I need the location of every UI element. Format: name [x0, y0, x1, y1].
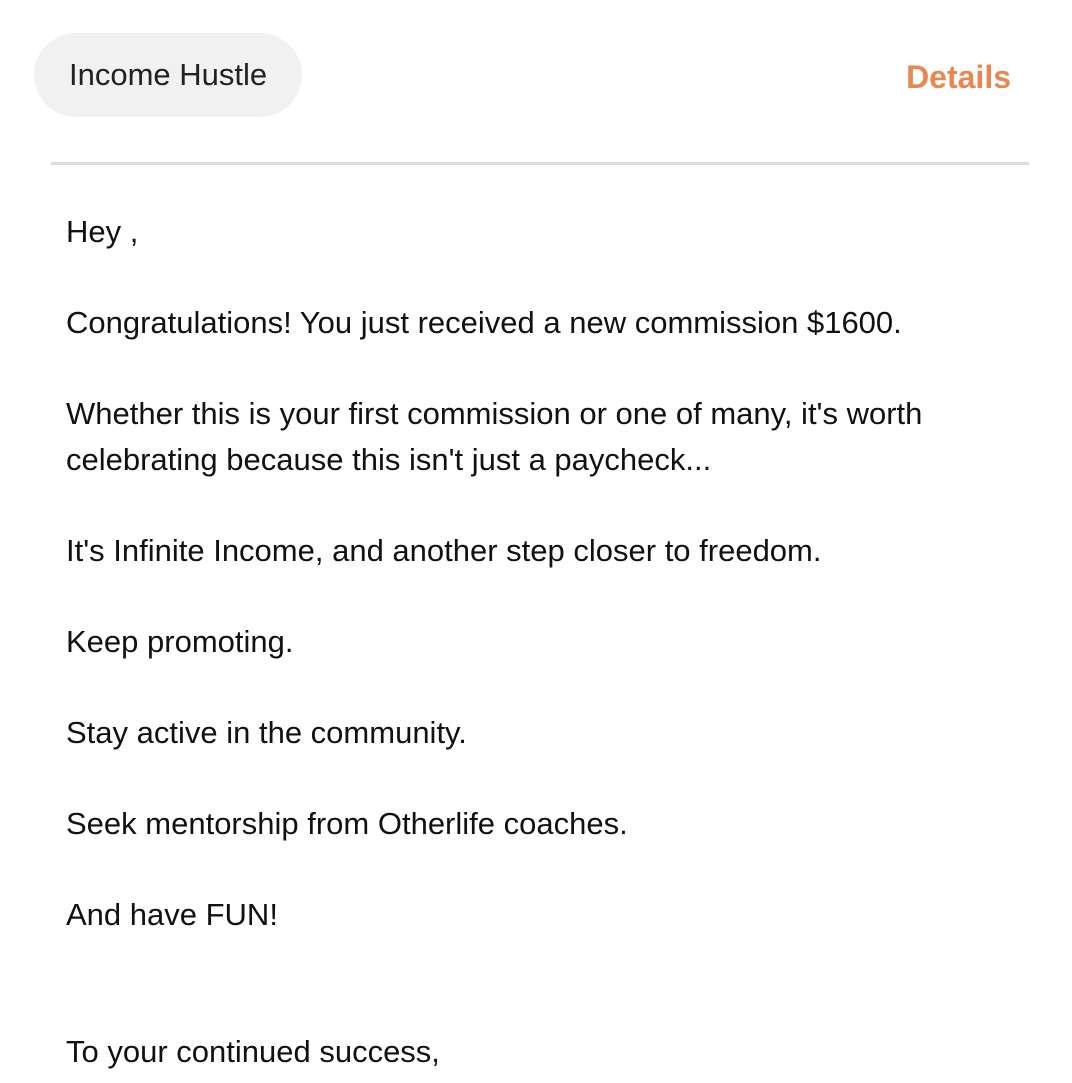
message-paragraph: And have FUN!: [66, 897, 278, 932]
message-paragraph: Seek mentorship from Otherlife coaches.: [66, 806, 628, 841]
email-header: [0, 0, 1072, 164]
signoff: To your continued success,: [66, 1034, 440, 1069]
sender-chip[interactable]: [34, 33, 302, 117]
details-link[interactable]: Details: [906, 59, 1011, 95]
message-paragraph: Whether this is your first commission or one of many, it's worth celebrating because this isn't just a paycheck...: [66, 396, 923, 477]
message-paragraph: Keep promoting.: [66, 624, 294, 659]
message-paragraph: It's Infinite Income, and another step closer to freedom.: [66, 533, 822, 568]
message-paragraph: Congratulations! You just received a new commission $1600.: [66, 305, 902, 340]
message-paragraph: Stay active in the community.: [66, 715, 467, 750]
sender-name: Income Hustle: [69, 57, 268, 92]
email-body: [66, 209, 1016, 1075]
header-divider: [51, 162, 1029, 165]
greeting: Hey ,: [66, 214, 139, 249]
